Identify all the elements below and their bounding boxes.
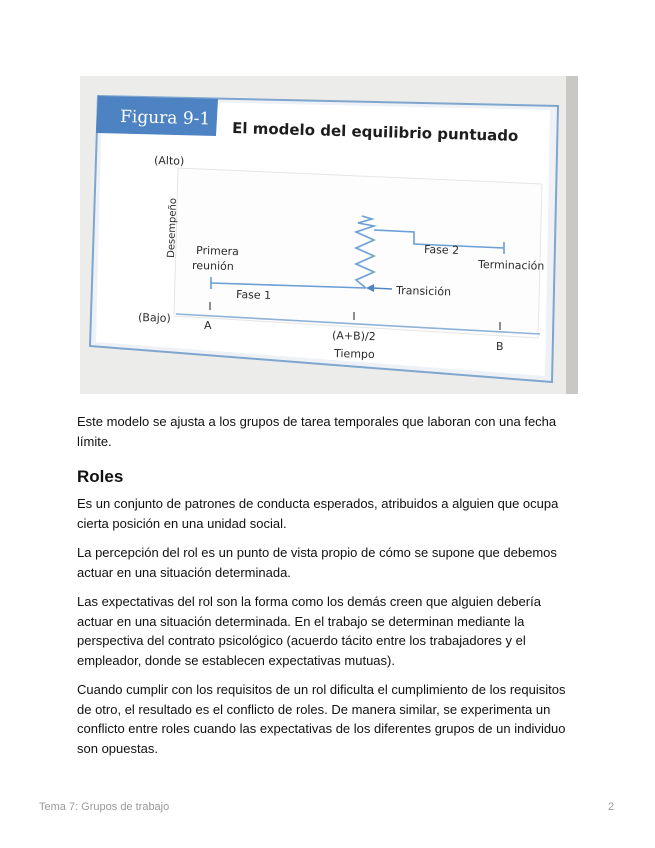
tick-mid-label: (A+B)/2: [331, 329, 376, 344]
paragraph-role-conflict: Cuando cumplir con los requisitos de un rol dificulta el cumplimiento de los requisitos de otro, el resultado es el conflicto de roles. De manera similar, se experimenta un conflicto entre roles cuando las expectativas de los diferentes grupos de un individuo son opuestas.: [77, 682, 566, 756]
paragraph-role-perception: La percepción del rol es un punto de vista propio de cómo se supone que debemos actuar en una situación determinada.: [77, 545, 557, 580]
footer-title: Tema 7: Grupos de trabajo: [39, 801, 170, 813]
figure-title: El modelo del equilibrio puntuado: [231, 119, 519, 145]
paragraph-role-expectations: Las expectativas del rol son la forma como los demás creen que alguien debería actuar en una situación determinada. En el trabajo se determinan mediante la perspectiva del contrato psicológico (acuerdo tácito entre los trabajadores y el empleador, donde se establecen expectativas mutuas).: [77, 594, 541, 668]
tick-b-label: B: [496, 340, 504, 353]
paragraph-definition: Es un conjunto de patrones de conducta esperados, atribuidos a alguien que ocupa cierta posición en una unidad social.: [77, 496, 559, 531]
y-high-label: (Alto): [153, 154, 185, 168]
first-meeting-label-2: reunión: [191, 259, 234, 274]
phase1-label: Fase 1: [235, 288, 272, 302]
section-heading: Roles: [77, 467, 124, 486]
tick-a-label: A: [204, 319, 212, 332]
y-low-label: (Bajo): [137, 311, 171, 325]
x-axis-label: Tiempo: [333, 347, 375, 362]
termination-label: Terminación: [477, 258, 545, 273]
figure-9-1: [80, 76, 578, 394]
main-content: [77, 412, 577, 768]
page-number: 2: [608, 801, 615, 813]
transition-label: Transición: [395, 284, 452, 299]
first-meeting-label-1: Primera: [195, 244, 240, 259]
phase2-label: Fase 2: [423, 243, 460, 257]
intro-paragraph: Este modelo se ajusta a los grupos de tarea temporales que laboran con una fecha límite.: [77, 414, 557, 449]
y-axis-label: Desempeño: [166, 197, 180, 259]
figure-tag: Figura 9-1: [119, 107, 211, 130]
